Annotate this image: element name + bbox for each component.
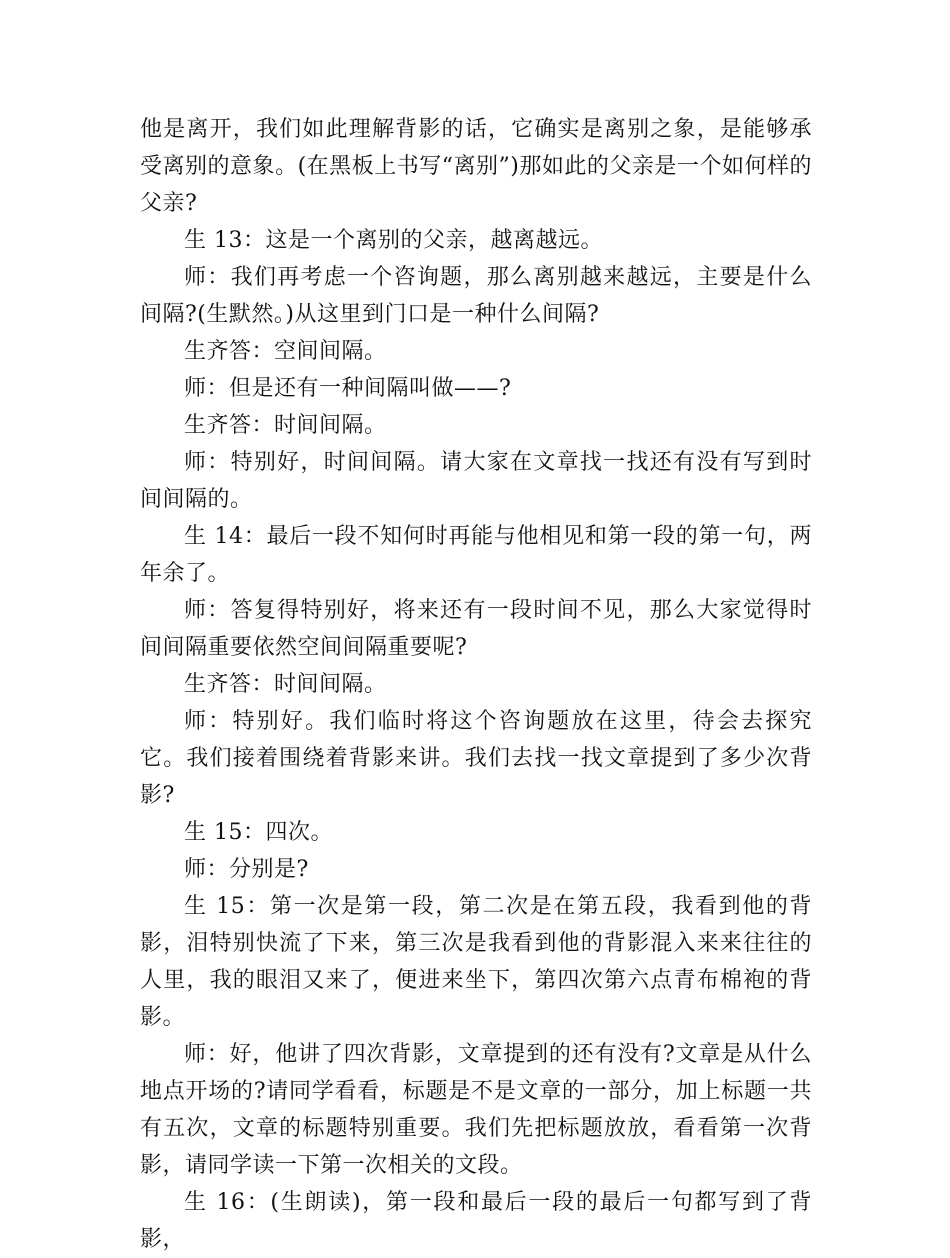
paragraph: 师：答复得特别好，将来还有一段时间不见，那么大家觉得时间间隔重要依然空间间隔重要呢? [140, 598, 812, 660]
paragraph: 他是离开，我们如此理解背影的话，它确实是离别之象，是能够承受离别的意象。(在黑板上书写“离别”)那如此的父亲是一个如何样的父亲? [140, 117, 812, 216]
document-body [140, 111, 812, 1258]
paragraph: 师：我们再考虑一个咨询题，那么离别越来越远，主要是什么间隔?(生默然。)从这里到门口是一种什么间隔? [140, 265, 812, 327]
paragraph: 师：好，他讲了四次背影，文章提到的还有没有?文章是从什么地点开场的?请同学看看，标题是不是文章的一部分，加上标题一共有五次，文章的标题特别重要。我们先把标题放放，看看第一次背影，请同学读一下第一次相关的文段。 [140, 1042, 812, 1178]
paragraph: 生 15：第一次是第一段，第二次是在第五段，我看到他的背影，泪特别快流了下来，第三次是我看到他的背影混入来来往往的人里，我的眼泪又来了，便进来坐下，第四次第六点青布棉袍的背影。 [140, 894, 812, 1030]
paragraph: 师：特别好，时间间隔。请大家在文章找一找还有没有写到时间间隔的。 [140, 450, 812, 512]
paragraph: 生 15：四次。 [184, 820, 333, 845]
paragraph: 师：但是还有一种间隔叫做——? [184, 376, 512, 401]
paragraph: 师：特别好。我们临时将这个咨询题放在这里，待会去探究它。我们接着围绕着背影来讲。我们去找一找文章提到了多少次背影? [140, 709, 812, 808]
paragraph: 生齐答：时间间隔。 [184, 413, 387, 438]
paragraph: 生齐答：空间间隔。 [184, 339, 387, 364]
paragraph: 生 16：(生朗读)，第一段和最后一段的最后一句都写到了背影， [140, 1190, 812, 1252]
paragraph: 生 13：这是一个离别的父亲，越离越远。 [184, 228, 603, 253]
paragraph: 生齐答：时间间隔。 [184, 672, 387, 697]
paragraph: 师：分别是? [184, 857, 309, 882]
paragraph: 生 14：最后一段不知何时再能与他相见和第一段的第一句，两年余了。 [140, 524, 812, 586]
